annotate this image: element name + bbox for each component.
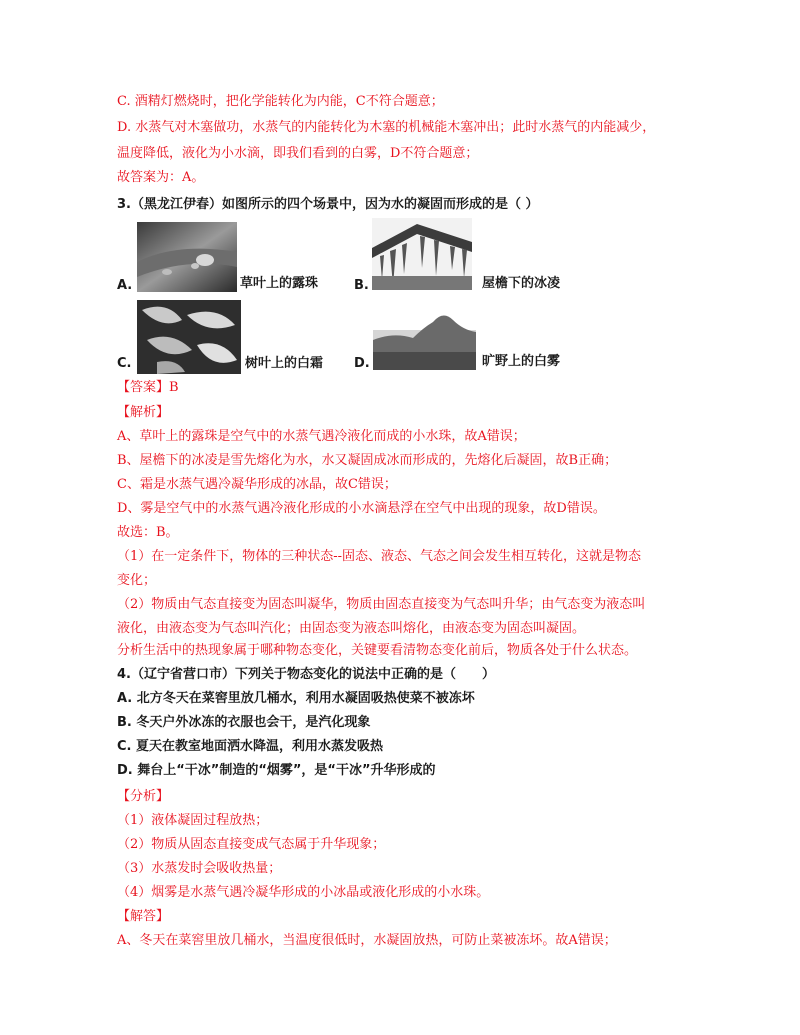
- answer-label: 【答案】B: [117, 380, 179, 395]
- option-d-caption: 旷野上的白雾: [482, 354, 561, 369]
- text-line: （1）在一定条件下，物体的三种状态--固态、液态、气态之间会发生相互转化，这就是物态: [117, 549, 642, 564]
- text-line: 变化；: [117, 573, 157, 588]
- text-line: D. 水蒸气对木塞做功，水蒸气的内能转化为木塞的机械能木塞冲出；此时水蒸气的内能减少，: [117, 120, 656, 135]
- text-line: （4）烟雾是水蒸气遇冷凝华形成的小冰晶或液化形成的小水珠。: [117, 885, 490, 900]
- icicle-photo: [372, 218, 472, 290]
- fog-photo: [373, 300, 476, 370]
- text-line: （2）物质由气态直接变为固态叫凝华，物质由固态直接变为气态叫升华；由气态变为液态叫: [117, 597, 646, 612]
- option-c-letter: C.: [117, 356, 132, 371]
- question-text: 3.（黑龙江伊春）如图所示的四个场景中，因为水的凝固而形成的是: [117, 197, 508, 212]
- question-3-stem: [117, 197, 539, 213]
- text-line: B、屋檐下的冰凌是雪先熔化为水，水又凝固成冰而形成的，先熔化后凝固，故B正确；: [117, 453, 618, 468]
- answer-paren: （ ）: [507, 197, 539, 212]
- analysis-label: 【分析】: [117, 789, 170, 804]
- option-a: A. 北方冬天在菜窖里放几桶水，利用水凝固吸热使菜不被冻坏: [117, 691, 475, 706]
- text-line: 液化，由液态变为气态叫汽化；由固态变为液态叫熔化，由液态变为固态叫凝固。: [117, 621, 586, 636]
- option-d: D. 舞台上“干冰”制造的“烟雾”，是“干冰”升华形成的: [117, 763, 436, 778]
- text-line: 故选：B。: [117, 525, 179, 540]
- option-d-letter: D.: [354, 356, 370, 371]
- option-a-caption: 草叶上的露珠: [240, 276, 319, 291]
- question-4-stem: 4.（辽宁省营口市）下列关于物态变化的说法中正确的是（ ）: [117, 667, 495, 682]
- option-a-letter: A.: [117, 278, 133, 293]
- text-line: 温度降低，液化为小水滴，即我们看到的白雾，D不符合题意；: [117, 146, 479, 161]
- text-line: A、草叶上的露珠是空气中的水蒸气遇冷液化而成的小水珠，故A错误；: [117, 429, 526, 444]
- option-c: C. 夏天在教室地面洒水降温，利用水蒸发吸热: [117, 739, 384, 754]
- analysis-label: 【解析】: [117, 405, 170, 420]
- text-line: C、霜是水蒸气遇冷凝华形成的冰晶，故C错误；: [117, 477, 397, 492]
- text-line: D、雾是空气中的水蒸气遇冷液化形成的小水滴悬浮在空气中出现的现象，故D错误。: [117, 501, 606, 516]
- text-line: （2）物质从固态直接变成气态属于升华现象；: [117, 837, 386, 852]
- text-line: 故答案为：A。: [117, 170, 205, 185]
- option-b-letter: B.: [354, 278, 369, 293]
- dew-photo: [137, 222, 237, 292]
- solution-label: 【解答】: [117, 909, 170, 924]
- text-line: （3）水蒸发时会吸收热量；: [117, 861, 282, 876]
- text-line: C. 酒精灯燃烧时，把化学能转化为内能，C不符合题意；: [117, 94, 444, 109]
- frost-photo: [137, 300, 241, 374]
- option-b: B. 冬天户外冰冻的衣服也会干，是汽化现象: [117, 715, 371, 730]
- option-b-caption: 屋檐下的冰凌: [482, 276, 561, 291]
- text-line: A、冬天在菜窖里放几桶水，当温度很低时，水凝固放热，可防止菜被冻坏。故A错误；: [117, 933, 617, 948]
- option-c-caption: 树叶上的白霜: [245, 356, 324, 371]
- text-line: 分析生活中的热现象属于哪种物态变化，关键要看清物态变化前后，物质各处于什么状态。: [117, 643, 638, 658]
- text-line: （1）液体凝固过程放热；: [117, 813, 269, 828]
